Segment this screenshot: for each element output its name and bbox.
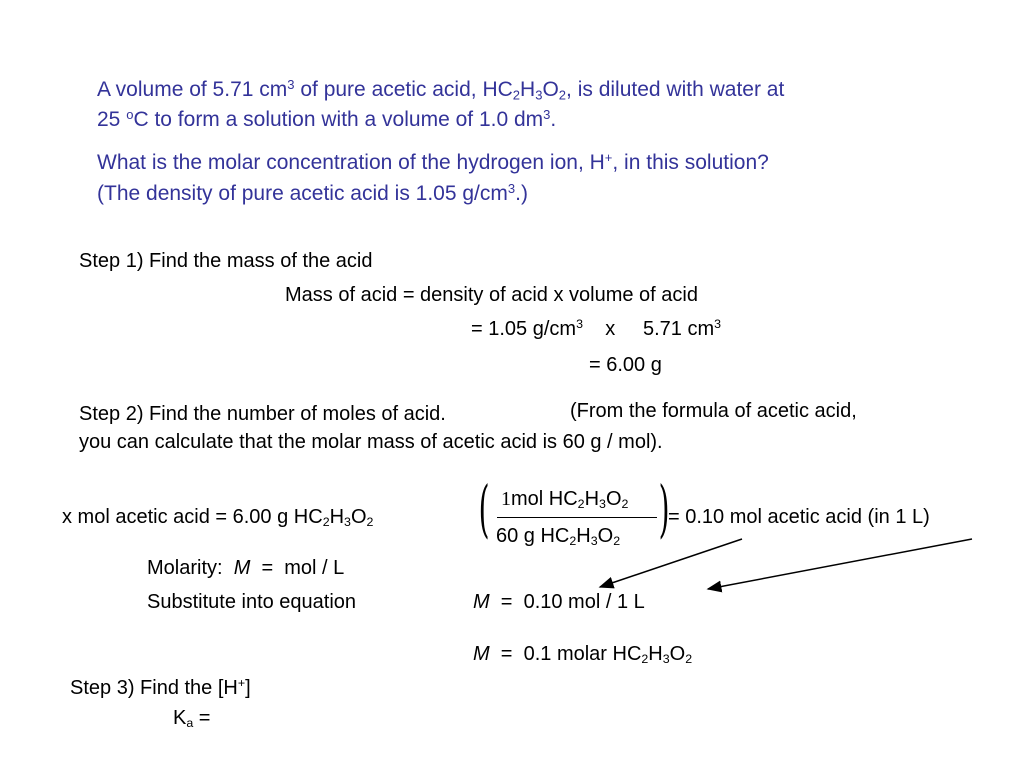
conversion-numerator: 1mol $HC_2H_3O_2$ (501, 488, 629, 512)
mole-calc-result: = 0.10 mol acetic acid (in 1 L) (668, 506, 930, 528)
step1-equation: Mass of acid = density of acid x volume of acid (285, 284, 698, 306)
step1-substitution: = 1.05 $g/cm^3$ x 5.71 $cm^3$ (471, 317, 722, 340)
problem-line-1: A volume of 5.71 $cm^3$ of pure acetic acid, $HC_2H_3O_2$, is diluted with water at (97, 76, 785, 103)
step2-note: (From the formula of acetic acid, (570, 400, 857, 422)
step1-heading: Step 1) Find the mass of the acid (79, 250, 373, 272)
arrow-to-unit (708, 539, 972, 589)
molarity-definition: Molarity: M = mol / L (147, 557, 345, 579)
substitute-equation: M = 0.10 mol / 1 L (473, 591, 645, 613)
step1-result: = 6.00 g (589, 354, 662, 376)
arrow-to-value (600, 539, 742, 587)
ka-expression: $K_a$ = (173, 707, 211, 731)
step2-note-continued: you can calculate that the molar mass of acetic acid is 60 g / mol). (79, 431, 663, 453)
left-paren: ( (478, 472, 490, 545)
right-paren: ) (658, 472, 670, 545)
question-line-1: What is the molar concentration of the hydrogen ion, H+, in this solution? (97, 149, 769, 174)
problem-line-2: 25 $^o$C to form a solution with a volume of 1.0 $dm^3$. (97, 106, 557, 131)
step3-heading: Step 3) Find the [H+] (70, 676, 251, 699)
substitute-label: Substitute into equation (147, 591, 357, 613)
question-line-2: (The density of pure acetic acid is 1.05 $g/cm^3$.) (97, 180, 528, 205)
mole-calc-left: x mol acetic acid = 6.00 g $HC_2H_3O_2$ (62, 506, 374, 530)
conversion-denominator: 60 g $HC_2H_3O_2$ (496, 525, 621, 549)
molarity-result: M = 0.1 molar $HC_2H_3O_2$ (473, 643, 693, 667)
step2-heading: Step 2) Find the number of moles of acid. (79, 403, 446, 425)
